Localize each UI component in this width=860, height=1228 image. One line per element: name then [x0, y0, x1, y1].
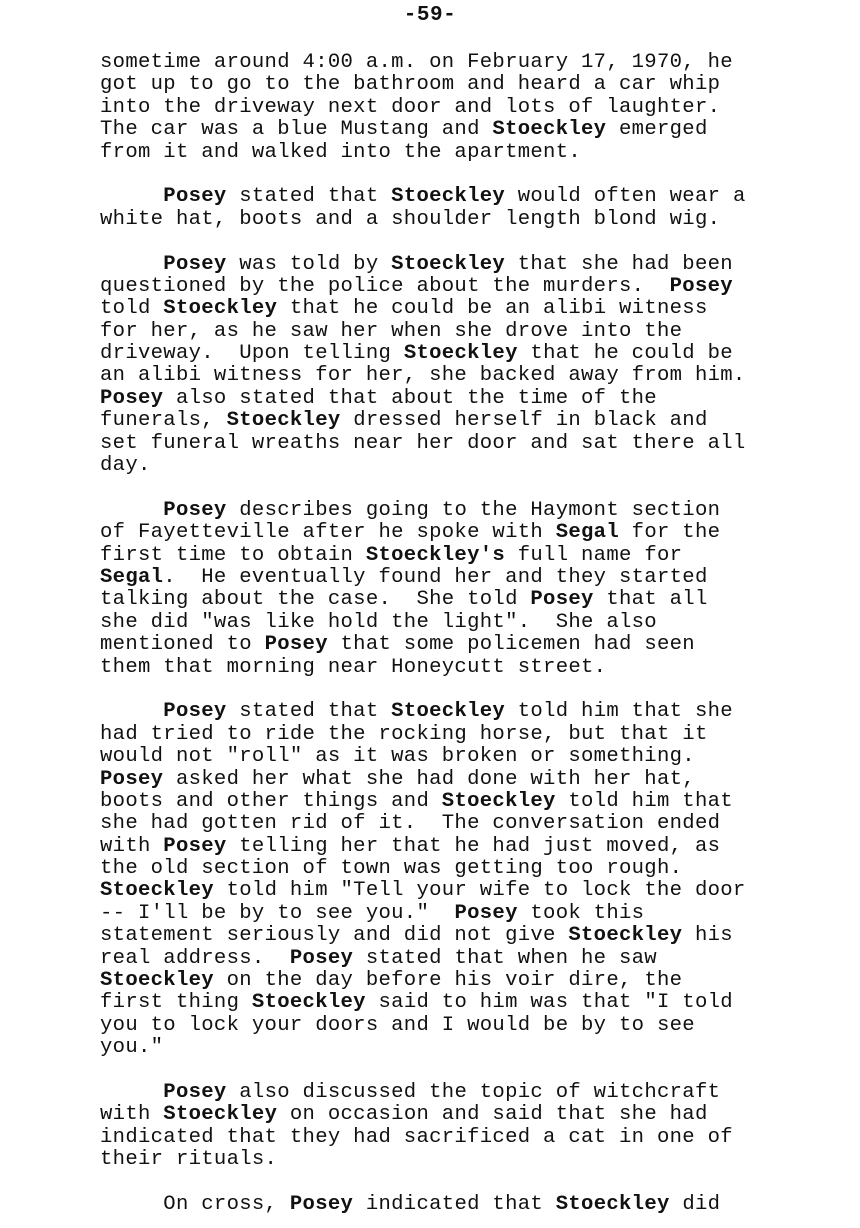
text-run: got up to go to the bathroom and heard a car whip — [100, 73, 721, 97]
text-run: she had gotten rid of it. The conversation ended — [100, 812, 721, 836]
text-line — [100, 522, 800, 544]
text-line — [100, 701, 800, 723]
text-run: with — [100, 1103, 164, 1127]
text-run: day. — [100, 454, 151, 478]
page-number: -59- — [403, 4, 457, 27]
text-line — [100, 1015, 800, 1037]
name-emphasis: Posey — [100, 386, 164, 410]
text-line — [100, 343, 800, 365]
text-line — [100, 791, 800, 813]
text-run: you to lock your doors and I would be by to see — [100, 1013, 695, 1037]
name-emphasis: Posey — [163, 252, 227, 276]
text-line — [100, 858, 800, 880]
text-run: that all — [593, 588, 708, 612]
text-run: told him that she — [505, 700, 733, 724]
text-line — [100, 52, 800, 74]
name-emphasis: Stoeckley — [100, 969, 214, 993]
text-line — [100, 948, 800, 970]
name-emphasis: Posey — [163, 498, 227, 522]
name-emphasis: Stoeckley — [555, 1192, 670, 1216]
text-run: funerals, — [100, 409, 227, 433]
text-run: real address. — [100, 946, 290, 970]
text-run: first thing — [100, 991, 252, 1015]
text-run: would not "roll" as it was broken or something. — [100, 745, 695, 769]
text-run: talking about the case. She told — [100, 588, 531, 612]
text-line — [100, 657, 800, 679]
paragraph-gap — [100, 1172, 800, 1194]
text-run: indicated that — [353, 1192, 556, 1216]
text-run: sometime around 4:00 a.m. on February 17, 1970, he — [100, 51, 733, 74]
text-line — [100, 925, 800, 947]
text-run: did — [669, 1192, 721, 1216]
name-emphasis: Stoeckley — [568, 924, 683, 948]
text-run: for the — [619, 521, 721, 545]
text-line — [100, 119, 800, 141]
text-run: that he could be — [517, 342, 733, 366]
text-run: indicated that they had sacrificed a cat in one of — [100, 1125, 733, 1149]
text-run: on occasion and said that she had — [277, 1103, 708, 1127]
text-run: told — [100, 297, 164, 321]
text-run — [100, 1081, 163, 1104]
name-emphasis: Stoeckley — [441, 789, 556, 813]
text-run: took this — [517, 901, 645, 925]
text-run: that some policemen had seen — [327, 633, 695, 657]
text-line — [100, 74, 800, 96]
text-line — [100, 746, 800, 768]
text-run: you." — [100, 1036, 164, 1060]
name-emphasis: Posey — [163, 185, 227, 209]
text-run: describes going to the Haymont section — [226, 498, 721, 522]
text-line — [100, 880, 800, 902]
text-run: the old section of town was getting too rough. — [100, 857, 683, 881]
text-line — [100, 724, 800, 746]
name-emphasis: Stoeckley — [226, 409, 341, 433]
text-run: white hat, boots and a shoulder length blond wig. — [100, 207, 721, 231]
text-run — [100, 499, 163, 522]
name-emphasis: Posey — [163, 1080, 227, 1104]
name-emphasis: Stoeckley — [100, 879, 214, 903]
text-run: stated that — [226, 700, 392, 724]
text-run: set funeral wreaths near her door and sat there all — [100, 431, 746, 455]
text-run: emerged — [606, 118, 708, 142]
text-line — [100, 186, 800, 208]
text-run: driveway. Upon telling — [100, 342, 404, 366]
text-line — [100, 410, 800, 432]
name-emphasis: Posey — [530, 588, 594, 612]
name-emphasis: Stoeckley — [391, 700, 506, 724]
text-run: full name for — [505, 543, 683, 567]
name-emphasis: Stoeckley — [391, 185, 506, 209]
paragraph — [100, 254, 800, 478]
text-line — [100, 1104, 800, 1126]
paragraph — [100, 1194, 800, 1216]
text-run: said to him was that "I told — [365, 991, 733, 1015]
text-run: was told by — [226, 252, 392, 276]
text-line — [100, 455, 800, 477]
name-emphasis: Posey — [264, 633, 328, 657]
text-run: into the driveway next door and lots of laughter. — [100, 95, 721, 119]
text-run: mentioned to — [100, 633, 265, 657]
text-run: dressed herself in black and — [340, 409, 708, 433]
text-line — [100, 209, 800, 231]
paragraph — [100, 186, 800, 231]
text-line — [100, 567, 800, 589]
text-line — [100, 1127, 800, 1149]
name-emphasis: Stoeckley — [391, 252, 506, 276]
text-line — [100, 500, 800, 522]
text-line — [100, 612, 800, 634]
text-run: would often wear a — [505, 185, 746, 209]
name-emphasis: Stoeckley — [403, 342, 518, 366]
text-line — [100, 992, 800, 1014]
text-line — [100, 1082, 800, 1104]
paragraph-gap — [100, 477, 800, 499]
name-emphasis: Posey — [163, 834, 227, 858]
text-run: their rituals. — [100, 1148, 278, 1172]
text-run: for her, as he saw her when she drove into the — [100, 319, 683, 343]
text-run: had tried to ride the rocking horse, but that it — [100, 722, 708, 746]
name-emphasis: Segal — [555, 521, 619, 545]
name-emphasis: Stoeckley's — [365, 543, 506, 567]
paragraph-gap — [100, 1060, 800, 1082]
paragraph — [100, 1082, 800, 1172]
text-line — [100, 1194, 800, 1216]
name-emphasis: Stoeckley — [163, 1103, 278, 1127]
text-line — [100, 97, 800, 119]
name-emphasis: Posey — [289, 1192, 354, 1216]
text-run: asked her what she had done with her hat, — [163, 767, 695, 791]
text-run: told him "Tell your wife to lock the door — [213, 879, 746, 903]
text-run: his — [682, 924, 733, 948]
name-emphasis: Stoeckley — [163, 297, 278, 321]
text-line — [100, 1037, 800, 1059]
text-run: also stated that about the time of the — [163, 386, 657, 410]
text-line — [100, 813, 800, 835]
text-line — [100, 276, 800, 298]
body-text — [100, 52, 800, 1216]
text-line — [100, 142, 800, 164]
text-run: -- I'll be by to see you." — [100, 901, 455, 925]
text-line — [100, 433, 800, 455]
text-run: boots and other things and — [100, 789, 442, 813]
text-line — [100, 1149, 800, 1171]
text-run: an alibi witness for her, she backed away from him. — [100, 364, 746, 388]
paragraph — [100, 701, 800, 1059]
text-run: stated that when he saw — [353, 946, 657, 970]
text-line — [100, 970, 800, 992]
text-run: first time to obtain — [100, 543, 366, 567]
text-line — [100, 545, 800, 567]
text-run: The car was a blue Mustang and — [100, 118, 493, 142]
text-line — [100, 836, 800, 858]
text-run — [100, 700, 163, 723]
text-run: told him that — [555, 789, 733, 813]
text-line — [100, 298, 800, 320]
text-line — [100, 769, 800, 791]
text-run: that he could be an alibi witness — [277, 297, 708, 321]
text-line — [100, 254, 800, 276]
name-emphasis: Posey — [163, 700, 227, 724]
name-emphasis: Stoeckley — [492, 118, 607, 142]
text-run: telling her that he had just moved, as — [226, 834, 721, 858]
paragraph — [100, 52, 800, 164]
text-line — [100, 321, 800, 343]
text-line — [100, 388, 800, 410]
name-emphasis: Stoeckley — [251, 991, 366, 1015]
text-run: stated that — [226, 185, 392, 209]
text-run: them that morning near Honeycutt street. — [100, 655, 607, 679]
text-run: from it and walked into the apartment. — [100, 140, 582, 164]
name-emphasis: Posey — [669, 274, 733, 298]
text-run: that she had been — [505, 252, 733, 276]
text-run: on the day before his voir dire, the — [213, 969, 683, 993]
text-line — [100, 634, 800, 656]
text-run: she did "was like hold the light". She also — [100, 610, 657, 634]
paragraph — [100, 500, 800, 679]
paragraph-gap — [100, 679, 800, 701]
text-line — [100, 365, 800, 387]
text-run: of Fayetteville after he spoke with — [100, 521, 556, 545]
paragraph-gap — [100, 164, 800, 186]
name-emphasis: Posey — [100, 767, 164, 791]
text-run: with — [100, 834, 164, 858]
name-emphasis: Posey — [289, 946, 354, 970]
text-line — [100, 903, 800, 925]
name-emphasis: Posey — [454, 901, 518, 925]
text-run — [100, 253, 163, 276]
name-emphasis: Segal — [100, 565, 164, 589]
text-run: also discussed the topic of witchcraft — [226, 1080, 721, 1104]
text-run — [100, 185, 163, 208]
text-run: statement seriously and did not give — [100, 924, 569, 948]
text-run: . He eventually found her and they started — [163, 565, 708, 589]
text-line — [100, 589, 800, 611]
text-run: questioned by the police about the murders. — [100, 274, 670, 298]
paragraph-gap — [100, 231, 800, 253]
text-run: On cross, — [100, 1192, 290, 1216]
